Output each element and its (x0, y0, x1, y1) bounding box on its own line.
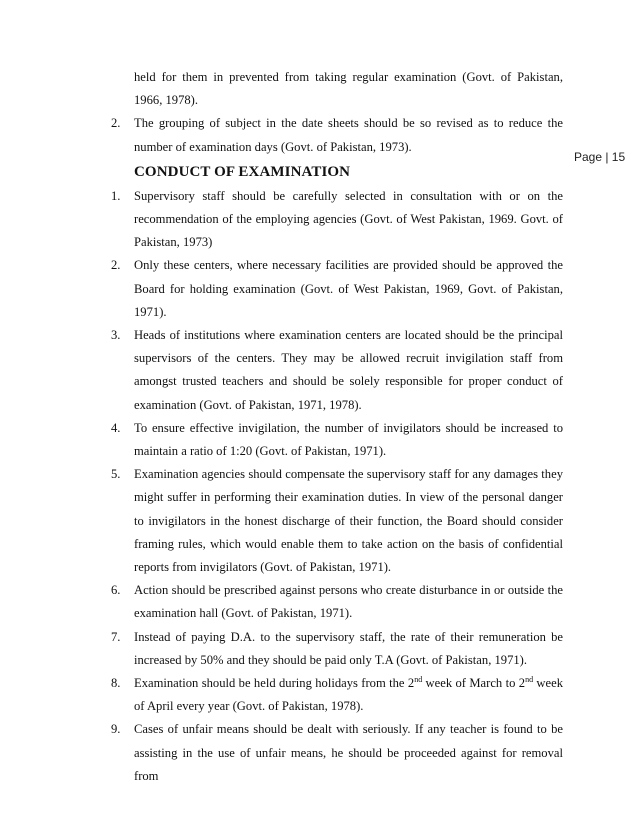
list-item-text: Action should be prescribed against persons who create disturbance in or outside the examination hall (Govt. of Pakistan, 1971). (134, 583, 563, 621)
list-item (111, 324, 563, 417)
list-item-text: Only these centers, where necessary facilities are provided should be approved the Board for holding examination (Govt. of West Pakistan, 1969, Govt. of Pakistan, 1971). (134, 258, 563, 319)
list-item-text: Supervisory staff should be carefully selected in consultation with or on the recommendation of the employing agencies (Govt. of West Pakistan, 1969. Govt. of Pakistan, 1973) (134, 188, 563, 250)
list-item (111, 718, 563, 788)
page-content (111, 66, 563, 788)
list-item-text: Heads of institutions where examination centers are located should be the principal supervisors of the centers. They may be allowed recruit invigilation staff from amongst trusted teachers and should be solely responsible for proper conduct of examination (Govt. of Pakistan, 1971, 1978). (134, 328, 563, 412)
list-item (111, 463, 563, 579)
list-item-number: 3. (111, 328, 121, 343)
continuation-paragraph: held for them in prevented from taking regular examination (Govt. of Pakistan, 1966, 1978). (134, 70, 563, 108)
list-item-number: 5. (111, 467, 121, 482)
list-item-number: 6. (111, 583, 121, 598)
list-item-number: 7. (111, 629, 121, 644)
ordinal-suffix: nd (525, 674, 534, 684)
section-heading: CONDUCT OF EXAMINATION (134, 163, 351, 180)
text-fragment: week of April every year (Govt. of Pakistan, 1978). (134, 676, 564, 714)
list-item (111, 579, 563, 625)
list-item (111, 112, 563, 158)
text-fragment: week of March to 2 (422, 676, 526, 691)
list-item (111, 626, 563, 672)
list-item-text: To ensure effective invigilation, the number of invigilators should be increased to maintain a ratio of 1:20 (Govt. of Pakistan, 1971). (134, 420, 563, 459)
list-item-number: 9. (111, 722, 121, 737)
list-item-text: Cases of unfair means should be dealt with seriously. If any teacher is found to be assisting in the use of unfair means, he should be proceeded against for removal from (134, 722, 563, 783)
list-item-number: 2. (111, 258, 121, 273)
list-item-number: 4. (111, 420, 121, 435)
list-item-number: 1. (111, 188, 121, 203)
list-item-text (134, 672, 563, 718)
list-item-text: Examination agencies should compensate the supervisory staff for any damages they might suffer in performing their examination duties. In view of the personal danger to invigilators in the honest discharge of their function, the Board should consider framing rules, which would enable them to take action on the basis of confidential reports from invigilators (Govt. of Pakistan, 1971). (134, 467, 563, 575)
ordinal-suffix: nd (414, 674, 423, 684)
list-item-number: 2. (111, 116, 121, 131)
page-number: Page | 15 (574, 150, 626, 164)
list-item-number: 8. (111, 676, 121, 691)
list-item (111, 672, 563, 718)
list-item-text: Instead of paying D.A. to the supervisory staff, the rate of their remuneration be increased by 50% and they should be paid only T.A (Govt. of Pakistan, 1971). (134, 629, 563, 667)
list-item (111, 417, 563, 463)
list-item-text: The grouping of subject in the date sheets should be so revised as to reduce the number of examination days (Govt. of Pakistan, 1973). (134, 116, 563, 154)
list-item (111, 185, 563, 255)
list-item (111, 254, 563, 324)
text-fragment: Examination should be held during holidays from the 2 (134, 676, 415, 691)
